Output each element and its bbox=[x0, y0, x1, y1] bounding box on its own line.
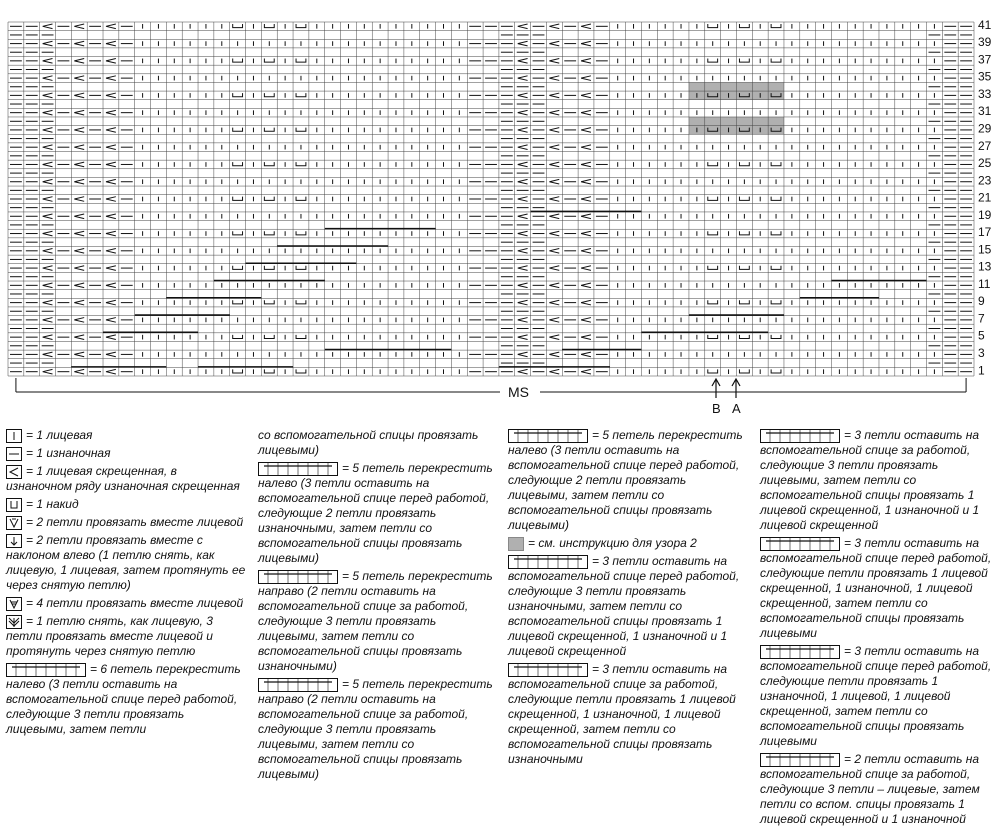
legend-item bbox=[6, 497, 246, 512]
yarn-over-stitch bbox=[233, 335, 243, 339]
row-label: 7 bbox=[978, 311, 985, 326]
yarn-over-stitch bbox=[264, 128, 274, 132]
legend-text: = 5 петель перекрестить налево (3 петли оставить на вспомогательной спице перед работой, следующие 2 петли провязать изнаночными, затем петли со вспомогательной спицы провязать лицевыми) bbox=[258, 461, 493, 565]
legend-item bbox=[508, 554, 748, 659]
cable-6-left-icon bbox=[6, 663, 86, 677]
twisted-knit-stitch bbox=[518, 197, 528, 202]
twisted-knit-stitch bbox=[43, 179, 53, 184]
twisted-knit-stitch bbox=[74, 248, 84, 253]
yarn-over-stitch bbox=[233, 197, 243, 201]
yarn-over-stitch bbox=[296, 231, 306, 235]
twisted-knit-stitch bbox=[581, 231, 591, 236]
yarn-over-stitch bbox=[233, 369, 243, 373]
legend-item bbox=[258, 677, 498, 782]
legend-item bbox=[6, 596, 246, 611]
yarn-over-stitch bbox=[739, 197, 749, 201]
row-label: 23 bbox=[978, 173, 992, 188]
row-label: 15 bbox=[978, 242, 992, 257]
twisted-knit-stitch bbox=[106, 369, 116, 374]
twisted-knit-stitch bbox=[518, 369, 528, 374]
twisted-knit-stitch bbox=[43, 145, 53, 150]
twisted-knit-stitch bbox=[74, 93, 84, 98]
yarn-over-stitch bbox=[233, 128, 243, 132]
twisted-knit-stitch bbox=[43, 76, 53, 81]
yarn-over-stitch bbox=[264, 231, 274, 235]
legend-text: = 3 петли оставить на вспомогательной спице перед работой, следующие 3 петли провязать изнаночными, затем петли со вспомогательной спицы провязать 1 лицевой скрещенной, 1 изнаночной и 1 лицевой скрещенной bbox=[508, 554, 740, 658]
legend-item bbox=[508, 662, 748, 767]
twisted-knit-stitch bbox=[74, 231, 84, 236]
yarn-over-stitch bbox=[739, 335, 749, 339]
cable-5-left-icon bbox=[508, 429, 588, 443]
yarn-over-stitch bbox=[233, 59, 243, 63]
shade-icon bbox=[508, 537, 524, 551]
twisted-knit-stitch bbox=[518, 59, 528, 64]
yarn-over-stitch bbox=[296, 128, 306, 132]
yarn-over-stitch bbox=[708, 197, 718, 201]
row-label: 5 bbox=[978, 328, 985, 343]
twisted-knit-stitch bbox=[43, 93, 53, 98]
legend-text: = 3 петли оставить на вспомогательной спице за работой, следующие 3 петли провязать лицевыми, затем петли со вспомогательной спицы провязать 1 лицевой скрещенной, 1 изнаночной и 1 лицевой скрещенной bbox=[760, 428, 980, 532]
twisted-knit-stitch bbox=[106, 179, 116, 184]
twisted-knit-stitch bbox=[518, 231, 528, 236]
marker-b-label: B bbox=[712, 401, 721, 416]
yarn-over-stitch bbox=[771, 300, 781, 304]
legend-text: = 1 накид bbox=[26, 497, 79, 511]
twisted-knit-stitch bbox=[106, 145, 116, 150]
twisted-knit-stitch bbox=[549, 352, 559, 357]
yarn-over-stitch bbox=[296, 197, 306, 201]
twisted-knit-stitch bbox=[43, 248, 53, 253]
twisted-knit-stitch bbox=[43, 283, 53, 288]
twisted-knit-stitch bbox=[74, 110, 84, 115]
twisted-knit-stitch bbox=[581, 300, 591, 305]
yarn-over-stitch bbox=[771, 231, 781, 235]
twisted-knit-stitch bbox=[549, 59, 559, 64]
twisted-knit-stitch bbox=[518, 283, 528, 288]
twisted-knit-stitch bbox=[43, 214, 53, 219]
double-dec-icon bbox=[6, 615, 22, 629]
twisted-knit-stitch bbox=[74, 335, 84, 340]
yarn-over-stitch bbox=[264, 300, 274, 304]
twisted-knit-stitch bbox=[549, 76, 559, 81]
twisted-knit-stitch bbox=[518, 179, 528, 184]
twisted-knit-stitch bbox=[581, 197, 591, 202]
yarn-over-stitch bbox=[708, 231, 718, 235]
twisted-knit-stitch bbox=[518, 318, 528, 323]
row-label: 27 bbox=[978, 138, 992, 153]
twisted-knit-stitch bbox=[518, 248, 528, 253]
twisted-knit-stitch bbox=[549, 110, 559, 115]
twisted-knit-stitch bbox=[106, 283, 116, 288]
twisted-knit-stitch bbox=[74, 128, 84, 133]
row-label: 13 bbox=[978, 259, 992, 274]
legend-text: = 2 петли оставить на вспомогательной спице за работой, следующие 3 петли – лицевые, затем петли со вспом. спицы провязать 1 лицевой скрещенной и 1 изнаночной bbox=[760, 752, 980, 826]
twisted-knit-stitch bbox=[581, 145, 591, 150]
twisted-knit-stitch bbox=[43, 128, 53, 133]
legend-text: = 3 петли оставить на вспомогательной спице перед работой, следующие петли провязать 1 лицевой скрещенной, 1 изнаночной, 1 лицевой скрещенной, затем петли со вспомогательной спицы провязать лицевыми bbox=[760, 536, 992, 640]
yarn-over-stitch bbox=[264, 162, 274, 166]
cable-3-back-twist-icon bbox=[508, 663, 588, 677]
twisted-knit-stitch bbox=[74, 369, 84, 374]
twisted-knit-stitch bbox=[581, 369, 591, 374]
twisted-knit-stitch bbox=[106, 110, 116, 115]
twisted-knit-stitch bbox=[518, 266, 528, 271]
ssk-icon bbox=[6, 534, 22, 548]
k4tog-icon bbox=[6, 597, 22, 611]
twisted-knit-stitch bbox=[74, 179, 84, 184]
twisted-knit-stitch bbox=[43, 197, 53, 202]
twisted-knit-stitch bbox=[74, 41, 84, 46]
twisted-knit-stitch bbox=[518, 162, 528, 167]
twisted-knit-stitch bbox=[106, 41, 116, 46]
twisted-knit-stitch bbox=[74, 214, 84, 219]
yarn-over-stitch bbox=[233, 93, 243, 97]
yarn-over-stitch bbox=[739, 59, 749, 63]
legend-column-2 bbox=[258, 428, 498, 785]
yarn-over-stitch bbox=[708, 335, 718, 339]
legend-item bbox=[760, 752, 996, 827]
cable-3-front-knit-icon bbox=[760, 537, 840, 551]
twisted-knit-stitch bbox=[518, 110, 528, 115]
twisted-knit-stitch bbox=[74, 24, 84, 29]
twisted-knit-stitch bbox=[74, 318, 84, 323]
yarn-over-stitch bbox=[296, 162, 306, 166]
row-label: 3 bbox=[978, 346, 985, 361]
twisted-knit-stitch bbox=[549, 145, 559, 150]
legend-column-4 bbox=[760, 428, 996, 830]
legend-text: = 2 петли провязать вместе лицевой bbox=[26, 515, 244, 529]
twisted-knit-stitch bbox=[43, 59, 53, 64]
twisted-knit-stitch bbox=[43, 231, 53, 236]
legend-text: = 1 петлю снять, как лицевую, 3 петли провязать вместе лицевой и протянуть через снятую петлю bbox=[6, 614, 213, 658]
twisted-knit-stitch bbox=[549, 231, 559, 236]
legend-text: = 1 изнаночная bbox=[26, 446, 111, 460]
twisted-knit-stitch bbox=[549, 248, 559, 253]
legend-text: = 1 лицевая скрещенная, в изнаночном ряду изнаночная скрещенная bbox=[6, 464, 240, 493]
yarn-over-stitch bbox=[708, 300, 718, 304]
twisted-knit-stitch bbox=[74, 266, 84, 271]
twisted-knit-stitch bbox=[581, 128, 591, 133]
twisted-knit-stitch bbox=[581, 266, 591, 271]
twisted-knit-stitch bbox=[43, 266, 53, 271]
legend-item bbox=[6, 464, 246, 494]
twisted-knit-stitch bbox=[106, 76, 116, 81]
yarn-over-stitch bbox=[264, 369, 274, 373]
legend-item bbox=[6, 515, 246, 530]
twisted-knit-stitch bbox=[549, 300, 559, 305]
row-label: 11 bbox=[978, 276, 991, 291]
legend-item bbox=[258, 569, 498, 674]
twisted-knit-stitch bbox=[74, 283, 84, 288]
yarn-over-stitch bbox=[771, 162, 781, 166]
yarn-over-stitch bbox=[739, 24, 749, 28]
twisted-knit-stitch bbox=[549, 197, 559, 202]
twisted-knit-stitch bbox=[43, 300, 53, 305]
twisted-knit-stitch bbox=[106, 128, 116, 133]
cable-2-back-icon bbox=[760, 753, 840, 767]
row-label: 29 bbox=[978, 121, 992, 136]
purl-icon bbox=[6, 447, 22, 461]
legend-item bbox=[6, 446, 246, 461]
row-label: 17 bbox=[978, 225, 992, 240]
row-label: 21 bbox=[978, 190, 992, 205]
legend-item bbox=[760, 644, 996, 749]
yarn-over-stitch bbox=[708, 24, 718, 28]
twisted-knit-stitch bbox=[43, 41, 53, 46]
yarn-over-icon bbox=[6, 498, 22, 512]
twisted-knit-stitch bbox=[106, 318, 116, 323]
yarn-over-stitch bbox=[233, 231, 243, 235]
twisted-knit-stitch bbox=[518, 24, 528, 29]
twisted-knit-stitch bbox=[518, 300, 528, 305]
yarn-over-stitch bbox=[296, 335, 306, 339]
twisted-knit-stitch bbox=[43, 162, 53, 167]
yarn-over-stitch bbox=[708, 369, 718, 373]
twisted-knit-stitch bbox=[106, 93, 116, 98]
k2tog-icon bbox=[6, 516, 22, 530]
twisted-knit-stitch bbox=[43, 24, 53, 29]
legend-text: = 5 петель перекрестить направо (2 петли оставить на вспомогательной спице за работой, следующие 3 петли провязать лицевыми, затем петли со вспомогательной спицы провязать лицевыми) bbox=[258, 677, 493, 781]
twisted-knit-stitch bbox=[106, 24, 116, 29]
legend-text: = 5 петель перекрестить направо (2 петли оставить на вспомогательной спице за работой, следующие 3 петли провязать лицевыми, затем петли со вспомогательной спицы провязать изнаночными) bbox=[258, 569, 493, 673]
legend-item bbox=[6, 428, 246, 443]
row-label: 33 bbox=[978, 86, 992, 101]
twisted-knit-stitch bbox=[43, 369, 53, 374]
twisted-knit-stitch bbox=[549, 335, 559, 340]
legend-column-3 bbox=[508, 428, 748, 770]
legend-item bbox=[258, 461, 498, 566]
yarn-over-stitch bbox=[233, 266, 243, 270]
marker-a-label: A bbox=[732, 401, 741, 416]
twisted-knit-stitch bbox=[581, 110, 591, 115]
yarn-over-stitch bbox=[739, 231, 749, 235]
twisted-knit-stitch bbox=[549, 283, 559, 288]
twisted-knit-stitch bbox=[74, 197, 84, 202]
legend-text: = 4 петли провязать вместе лицевой bbox=[26, 596, 244, 610]
twisted-knit-stitch bbox=[581, 318, 591, 323]
row-label: 37 bbox=[978, 52, 992, 67]
row-label: 35 bbox=[978, 69, 992, 84]
legend-column-1 bbox=[6, 428, 246, 740]
yarn-over-stitch bbox=[296, 93, 306, 97]
legend-text: = 6 петель перекрестить налево (3 петли оставить на вспомогательной спице перед работой, следующие 3 петли провязать лицевыми, затем петли bbox=[6, 662, 241, 736]
twisted-knit-stitch bbox=[106, 197, 116, 202]
twisted-knit-stitch bbox=[43, 335, 53, 340]
ms-label: MS bbox=[508, 384, 529, 400]
knit-icon bbox=[6, 429, 22, 443]
twisted-knit-stitch bbox=[549, 41, 559, 46]
legend-text: = 3 петли оставить на вспомогательной спице за работой, следующие петли провязать 1 лицевой скрещенной, 1 изнаночной, 1 лицевой скрещенной, затем петли со вспомогательной спицы провязать изнаночными bbox=[508, 662, 736, 766]
yarn-over-stitch bbox=[708, 162, 718, 166]
twisted-knit-stitch bbox=[581, 352, 591, 357]
yarn-over-stitch bbox=[264, 266, 274, 270]
twisted-knit-stitch bbox=[106, 214, 116, 219]
twisted-knit-stitch bbox=[581, 41, 591, 46]
cable-3-front-twist-icon bbox=[508, 555, 588, 569]
row-label: 31 bbox=[978, 104, 992, 119]
row-label: 39 bbox=[978, 35, 992, 50]
yarn-over-stitch bbox=[739, 300, 749, 304]
twisted-knit-stitch bbox=[581, 214, 591, 219]
legend-item bbox=[6, 533, 246, 593]
twisted-knit-stitch bbox=[581, 24, 591, 29]
twisted-knit-stitch bbox=[518, 145, 528, 150]
twisted-knit-stitch bbox=[581, 335, 591, 340]
yarn-over-stitch bbox=[708, 266, 718, 270]
yarn-over-stitch bbox=[296, 369, 306, 373]
row-label: 1 bbox=[978, 363, 985, 378]
twisted-knit-stitch bbox=[74, 162, 84, 167]
legend-item bbox=[760, 536, 996, 641]
yarn-over-stitch bbox=[771, 335, 781, 339]
yarn-over-stitch bbox=[708, 59, 718, 63]
yarn-over-stitch bbox=[233, 24, 243, 28]
twisted-knit-stitch bbox=[581, 59, 591, 64]
yarn-over-stitch bbox=[233, 300, 243, 304]
row-label: 25 bbox=[978, 156, 992, 171]
twisted-knit-stitch bbox=[106, 300, 116, 305]
twisted-knit-stitch bbox=[549, 93, 559, 98]
legend-text: = 3 петли оставить на вспомогательной спице перед работой, следующие петли провязать 1 изнаночной, 1 лицевой, 1 лицевой скрещенной, затем петли со вспомогательной спицы провязать лицевыми bbox=[760, 644, 992, 748]
twisted-knit-stitch bbox=[106, 59, 116, 64]
yarn-over-stitch bbox=[771, 197, 781, 201]
twisted-knit-icon bbox=[6, 465, 22, 479]
twisted-knit-stitch bbox=[74, 145, 84, 150]
twisted-knit-stitch bbox=[518, 76, 528, 81]
yarn-over-stitch bbox=[739, 369, 749, 373]
yarn-over-stitch bbox=[264, 197, 274, 201]
yarn-over-stitch bbox=[739, 162, 749, 166]
legend-item bbox=[508, 428, 748, 533]
twisted-knit-stitch bbox=[518, 335, 528, 340]
twisted-knit-stitch bbox=[106, 248, 116, 253]
yarn-over-stitch bbox=[296, 266, 306, 270]
twisted-knit-stitch bbox=[549, 214, 559, 219]
twisted-knit-stitch bbox=[74, 59, 84, 64]
legend-item bbox=[508, 536, 748, 551]
twisted-knit-stitch bbox=[549, 266, 559, 271]
twisted-knit-stitch bbox=[549, 369, 559, 374]
legend-text: = см. инструкцию для узора 2 bbox=[528, 536, 697, 550]
yarn-over-stitch bbox=[296, 24, 306, 28]
twisted-knit-stitch bbox=[581, 248, 591, 253]
twisted-knit-stitch bbox=[106, 266, 116, 271]
legend-text: = 1 лицевая bbox=[26, 428, 93, 442]
yarn-over-stitch bbox=[264, 24, 274, 28]
twisted-knit-stitch bbox=[106, 352, 116, 357]
twisted-knit-stitch bbox=[518, 128, 528, 133]
legend-text: = 5 петель перекрестить налево (3 петли оставить на вспомогательной спице перед работой, следующие 2 петли провязать лицевыми, затем петли со вспомогательной спицы провязать лицевыми) bbox=[508, 428, 743, 532]
twisted-knit-stitch bbox=[581, 283, 591, 288]
twisted-knit-stitch bbox=[549, 179, 559, 184]
cable-3-front-mix-icon bbox=[760, 645, 840, 659]
twisted-knit-stitch bbox=[74, 300, 84, 305]
legend-text: со вспомогательной спицы провязать лицевыми) bbox=[258, 428, 479, 457]
row-label: 41 bbox=[978, 17, 992, 32]
legend-item bbox=[6, 614, 246, 659]
yarn-over-stitch bbox=[233, 162, 243, 166]
yarn-over-stitch bbox=[264, 59, 274, 63]
twisted-knit-stitch bbox=[549, 128, 559, 133]
twisted-knit-stitch bbox=[43, 318, 53, 323]
twisted-knit-stitch bbox=[74, 352, 84, 357]
twisted-knit-stitch bbox=[518, 352, 528, 357]
twisted-knit-stitch bbox=[106, 162, 116, 167]
yarn-over-stitch bbox=[296, 300, 306, 304]
twisted-knit-stitch bbox=[106, 231, 116, 236]
cable-3-back-knit-icon bbox=[760, 429, 840, 443]
twisted-knit-stitch bbox=[43, 110, 53, 115]
yarn-over-stitch bbox=[296, 59, 306, 63]
twisted-knit-stitch bbox=[581, 179, 591, 184]
row-label: 9 bbox=[978, 294, 985, 309]
cable-5-right-icon bbox=[258, 678, 338, 692]
cable-5-left-purl-icon bbox=[258, 462, 338, 476]
twisted-knit-stitch bbox=[581, 93, 591, 98]
twisted-knit-stitch bbox=[549, 162, 559, 167]
twisted-knit-stitch bbox=[518, 214, 528, 219]
row-label: 19 bbox=[978, 207, 992, 222]
cable-5-right-purl-icon bbox=[258, 570, 338, 584]
twisted-knit-stitch bbox=[581, 76, 591, 81]
twisted-knit-stitch bbox=[518, 41, 528, 46]
legend-text: = 2 петли провязать вместе с наклоном влево (1 петлю снять, как лицевую, 1 лицевая, затем протянуть ее через снятую петлю) bbox=[6, 533, 246, 592]
yarn-over-stitch bbox=[771, 369, 781, 373]
yarn-over-stitch bbox=[771, 266, 781, 270]
legend-item bbox=[6, 662, 246, 737]
legend-item bbox=[258, 428, 498, 458]
yarn-over-stitch bbox=[264, 335, 274, 339]
twisted-knit-stitch bbox=[106, 335, 116, 340]
twisted-knit-stitch bbox=[581, 162, 591, 167]
legend-item bbox=[760, 428, 996, 533]
yarn-over-stitch bbox=[264, 93, 274, 97]
twisted-knit-stitch bbox=[518, 93, 528, 98]
twisted-knit-stitch bbox=[549, 24, 559, 29]
twisted-knit-stitch bbox=[74, 76, 84, 81]
yarn-over-stitch bbox=[739, 266, 749, 270]
twisted-knit-stitch bbox=[549, 318, 559, 323]
yarn-over-stitch bbox=[771, 59, 781, 63]
twisted-knit-stitch bbox=[43, 352, 53, 357]
yarn-over-stitch bbox=[771, 24, 781, 28]
